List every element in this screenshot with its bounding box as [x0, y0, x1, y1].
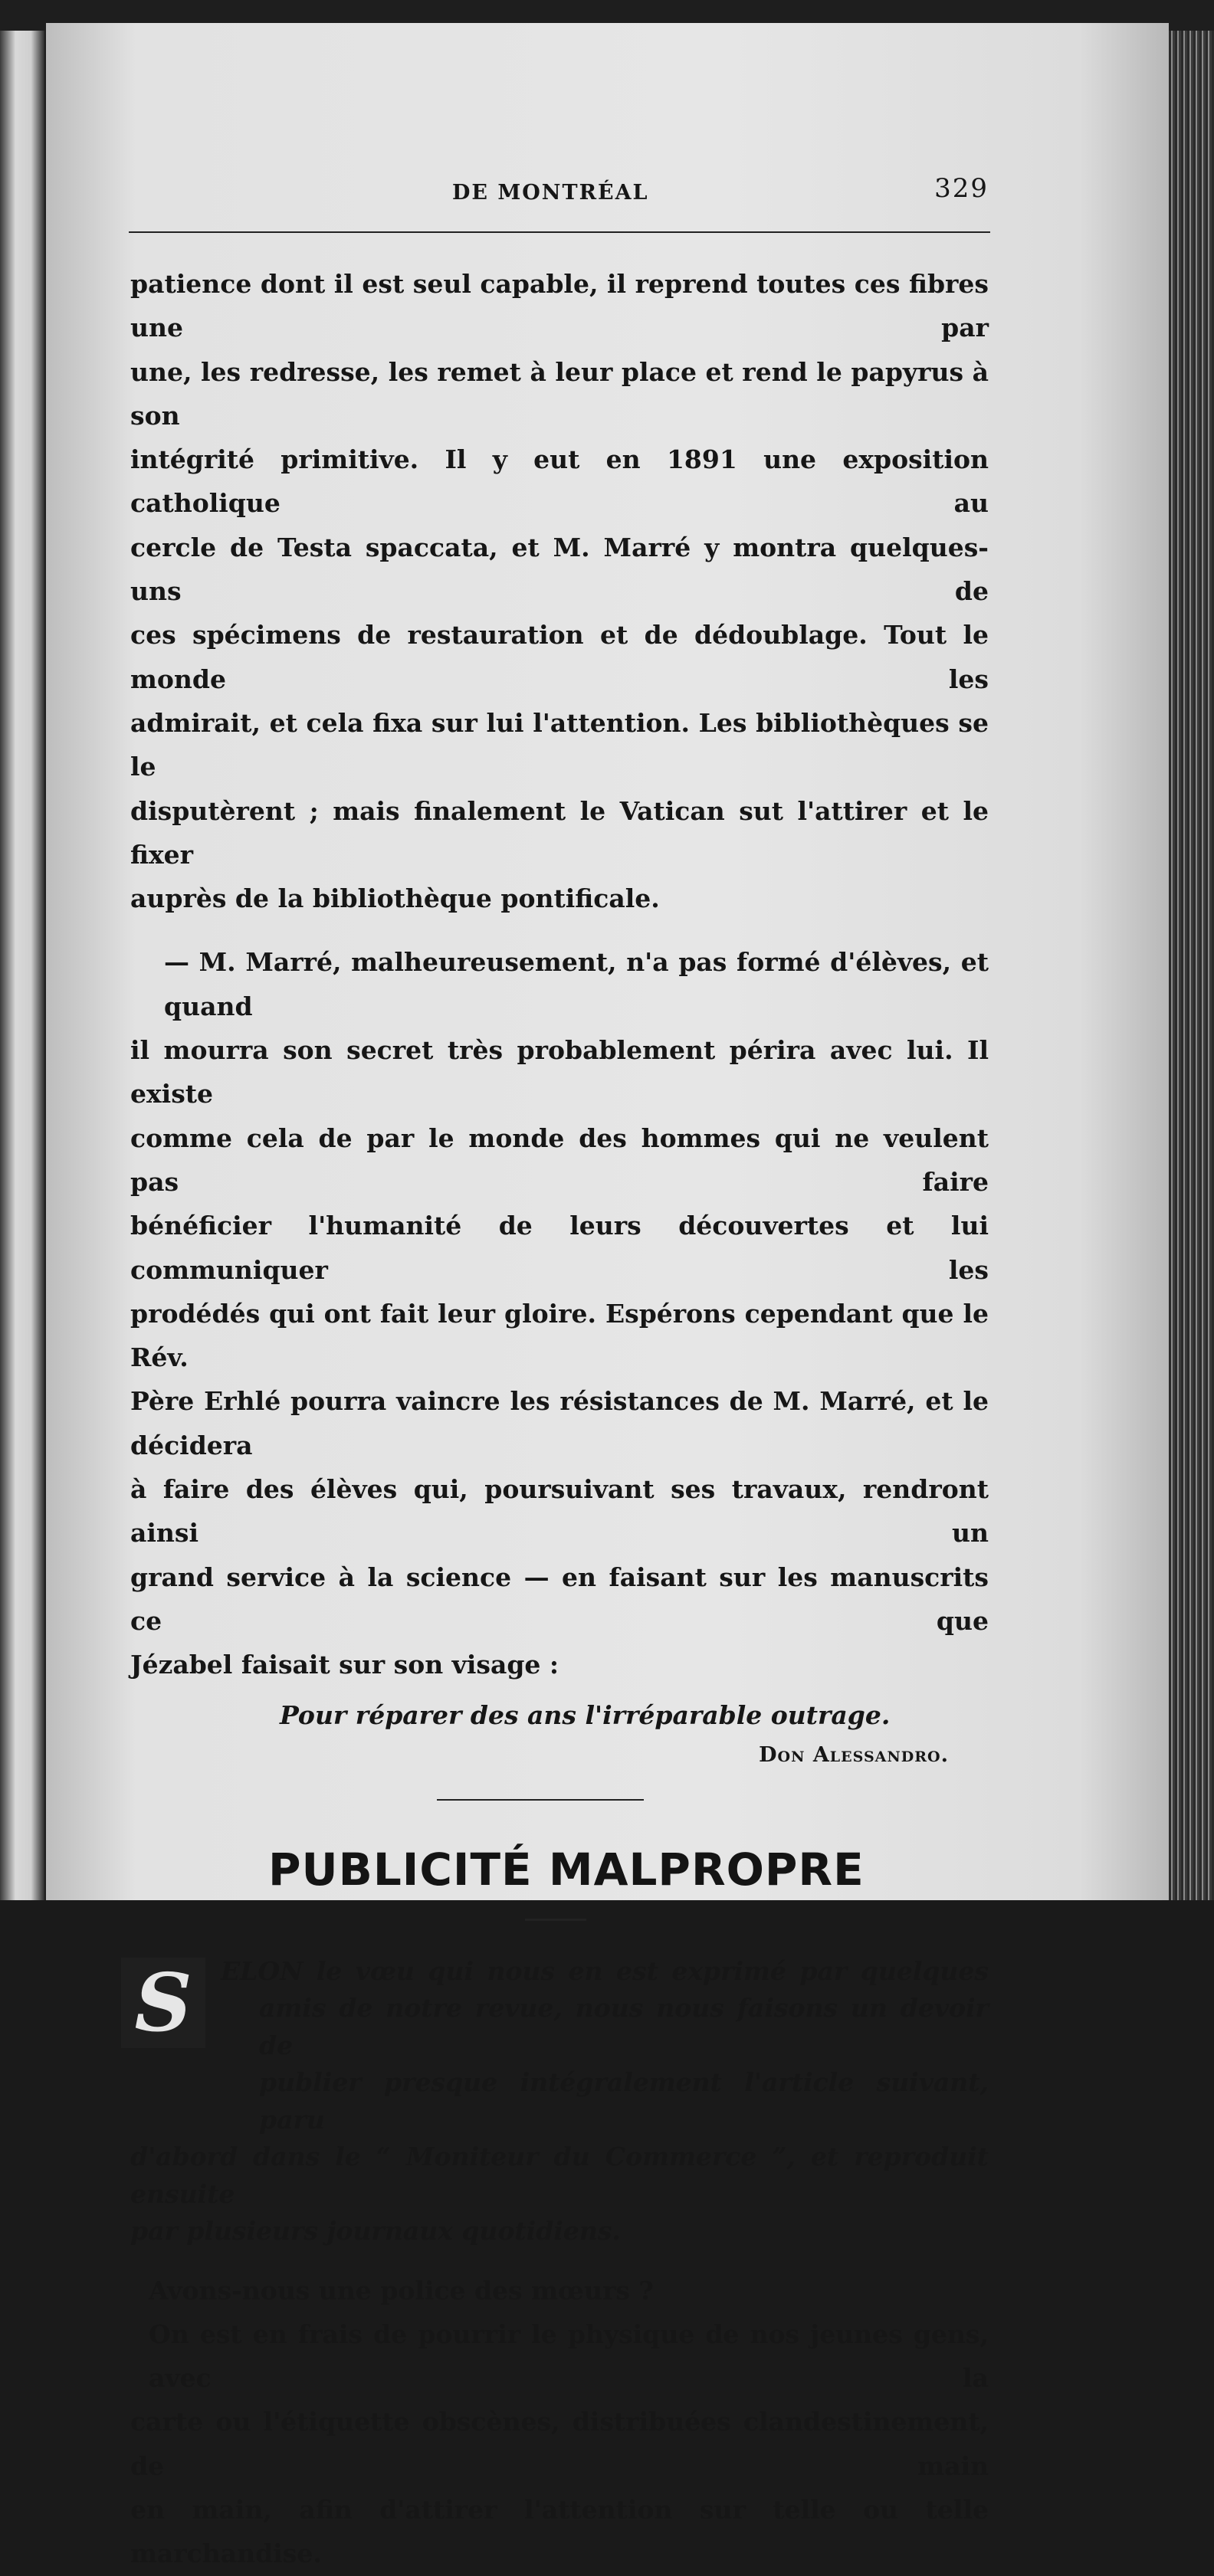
question-line: Avons-nous une police des mœurs ? [149, 2275, 654, 2306]
text-line: On est en frais de pourrir le physique de nos jeunes gens, avec la [149, 2319, 989, 2394]
page-stack-edge [1169, 31, 1214, 1900]
page-number: 329 [934, 173, 989, 204]
text-line: il mourra son secret très probablement périra avec lui. Il existe [130, 1035, 989, 1109]
left-page-edge [0, 31, 44, 1900]
text-line: par plusieurs journaux quotidiens. [130, 2216, 621, 2246]
paragraph-1 [130, 262, 989, 920]
text-line: intégrité primitive. Il y eut en 1891 une exposition catholique au [130, 444, 989, 519]
section-separator [437, 1799, 644, 1801]
text-line: Père Erhlé pourra vaincre les résistances de M. Marré, et le décidera [130, 1386, 989, 1460]
text-line: admirait, et cela fixa sur lui l'attention. Les bibliothèques se le [130, 707, 989, 782]
paragraph-2 [130, 940, 989, 1686]
text-line: Jézabel faisait sur son visage : [130, 1650, 559, 1680]
text-line: en main, afin d'attirer l'attention sur telle ou telle marchandise. [130, 2494, 989, 2569]
text-line: carte ou l'étiquette obscènes, distribuées clandestinement, de main [130, 2407, 989, 2481]
title-rule [525, 1919, 586, 1921]
text-line: une, les redresse, les remet à leur place et rend le papyrus à son [130, 356, 989, 431]
text-line: d'abord dans le “ Moniteur du Commerce ”, et reproduit ensuite [130, 2142, 989, 2209]
text-line: grand service à la science — en faisant sur les manuscrits ce que [130, 1562, 989, 1636]
verse-quote: Pour réparer des ans l'irréparable outrage. [280, 1699, 891, 1730]
text-line: publier presque intégralement l'article suivant, paru [259, 2067, 989, 2135]
text-line: patience dont il est seul capable, il reprend toutes ces fibres une par [130, 269, 989, 343]
header-rule [129, 231, 990, 233]
running-head [130, 173, 989, 213]
text-line: amis de notre revue, nous nous faisons un devoir de [259, 1993, 989, 2060]
ornamental-dropcap: S [121, 1958, 205, 2048]
text-line: prodédés qui ont fait leur gloire. Espérons cependant que le Rév. [130, 1298, 989, 1373]
text-line: auprès de la bibliothèque pontificale. [130, 883, 660, 914]
text-line: disputèrent ; mais finalement le Vatican sut l'attirer et le fixer [130, 795, 989, 870]
text-line: ELON le vœu qui nous en est exprimé par quelques [221, 1955, 989, 1986]
author-signature: Don Alessandro. [759, 1742, 949, 1767]
section-title: PUBLICITÉ MALPROPRE [268, 1843, 865, 1896]
text-line: comme cela de par le monde des hommes qui ne veulent pas faire [130, 1122, 989, 1197]
intro-block [130, 1953, 989, 2250]
running-head-title: DE MONTRÉAL [452, 181, 649, 205]
intro-italic-paragraph [130, 1953, 989, 2250]
paragraph-3 [130, 2312, 989, 2576]
text-line: — M. Marré, malheureusement, n'a pas formé d'élèves, et quand [164, 947, 989, 1021]
page-content [130, 173, 989, 2576]
text-line: bénéficier l'humanité de leurs découvertes et lui communiquer les [130, 1211, 989, 1285]
text-line: à faire des élèves qui, poursuivant ses travaux, rendront ainsi un [130, 1474, 989, 1549]
text-line: ces spécimens de restauration et de dédoublage. Tout le monde les [130, 620, 989, 694]
text-line: cercle de Testa spaccata, et M. Marré y montra quelques-uns de [130, 532, 989, 607]
